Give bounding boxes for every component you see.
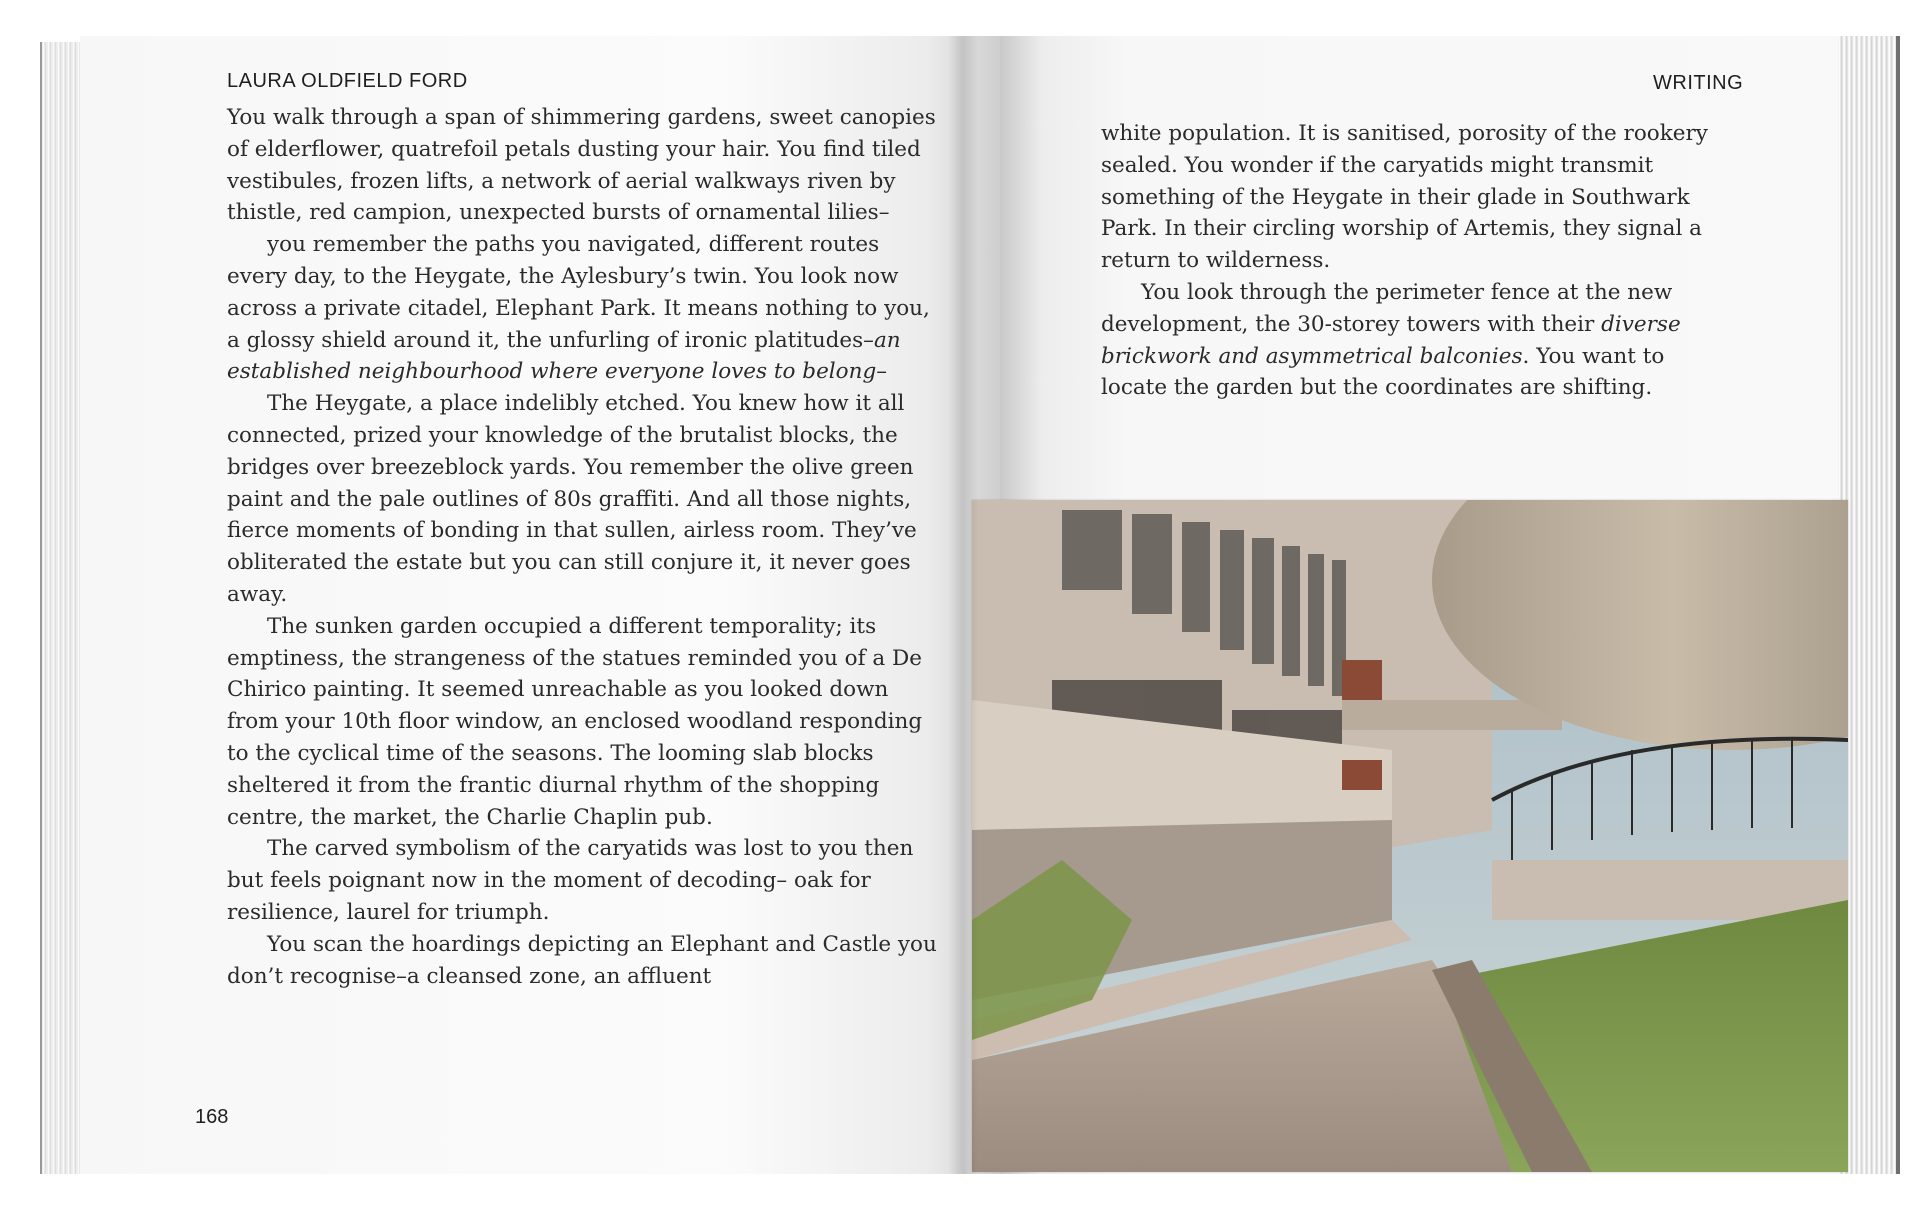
paragraph — [227, 929, 939, 993]
text-run: . You want to locate the garden but the coordinates are shifting. — [1101, 343, 1665, 401]
text-run: The Heygate, a place indelibly etched. You knew how it all connected, prized your knowledge of the brutalist blocks, the bridges over breezeblock yards. You remember the olive green paint and the pale outlines of 80s graffiti. And all those nights, fierce moments of bonding in that sullen, airless room. They’ve obliterated the estate but you can still conjure it, it never goes away. — [227, 391, 917, 607]
paragraph — [227, 102, 939, 229]
text-run: You look through the perimeter fence at the new development, the 30-storey towers with their — [1101, 279, 1673, 337]
running-head-author: LAURA OLDFIELD FORD — [227, 70, 468, 92]
text-run: You walk through a span of shimmering gardens, sweet canopies of elderflower, quatrefoil petals dusting your hair. You find tiled vestibules, frozen lifts, a network of aerial walkways riven by thistle, red campion, unexpected bursts of ornamental lilies– — [227, 105, 936, 226]
text-run: The carved symbolism of the caryatids was lost to you then but feels poignant now in the moment of decoding– oak for resilience, laurel for triumph. — [227, 836, 914, 925]
photo-red-panel — [1342, 660, 1382, 700]
paragraph — [1101, 277, 1729, 404]
italic-quote: an established neighbourhood where everyone loves to belong — [227, 327, 901, 385]
text-run: you remember the paths you navigated, different routes every day, to the Heygate, the Aylesbury’s twin. You look now across a private citadel, Elephant Park. It means nothing to you, a glossy shield around it, the unfurling of ironic platitudes– — [227, 232, 930, 353]
paragraph — [1101, 118, 1729, 277]
text-run: white population. It is sanitised, porosity of the rookery sealed. You wonder if the caryatids might transmit something of the Heygate in their glade in Southwark Park. In their circling worship of Artemis, they signal a return to wilderness. — [1101, 121, 1708, 274]
paragraph — [227, 388, 939, 611]
paragraph — [227, 229, 939, 388]
text-run: The sunken garden occupied a different temporality; its emptiness, the strangeness of the statues reminded you of a De Chirico painting. It seemed unreachable as you looked down from your 10th floor window, an enclosed woodland responding to the cyclical time of the seasons. The looming slab blocks sheltered it from the frantic diurnal rhythm of the shopping centre, the market, the Charlie Chaplin pub. — [227, 613, 923, 830]
photo-red-panel-2 — [1342, 760, 1382, 790]
heygate-estate-photo — [972, 500, 1848, 1172]
left-page-body — [227, 102, 939, 992]
running-head-section: WRITING — [1653, 72, 1744, 94]
paragraph — [227, 611, 939, 834]
text-run: You scan the hoardings depicting an Elephant and Castle you don’t recognise–a cleansed zone, an affluent — [227, 931, 937, 989]
text-run: – — [876, 359, 887, 385]
left-page — [80, 36, 1000, 1174]
paragraph — [227, 833, 939, 928]
italic-quote: diverse brickwork and asymmetrical balconies — [1101, 311, 1681, 369]
page-number: 168 — [195, 1106, 229, 1128]
right-page-body — [1101, 118, 1729, 404]
